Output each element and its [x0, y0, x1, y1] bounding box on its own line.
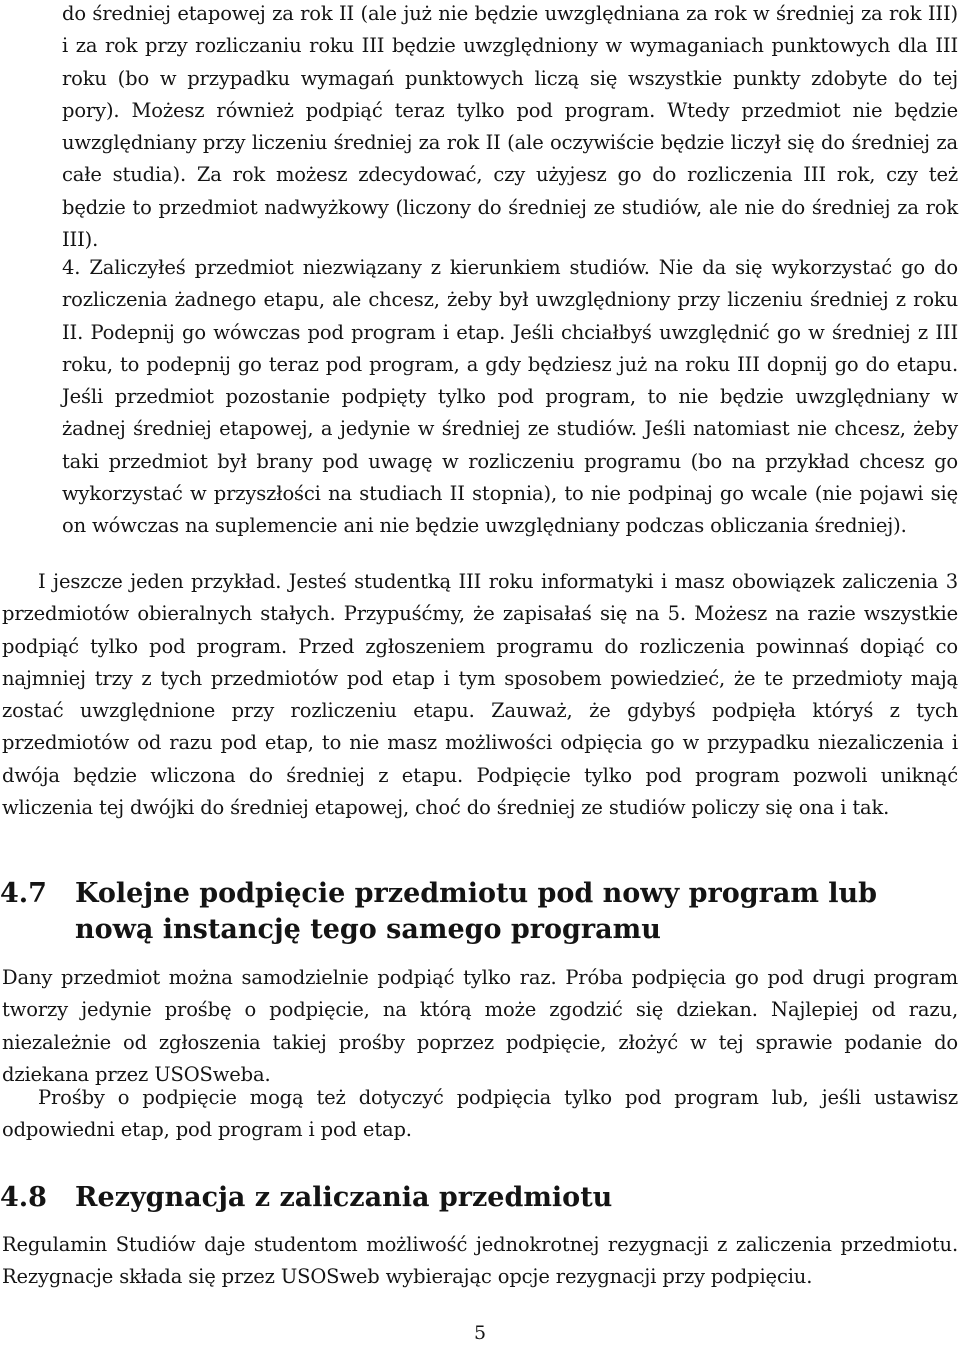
section-4-7-paragraph-1: Dany przedmiot można samodzielnie podpiąć tylko raz. Próba podpięcia go pod drugi program tworzy jedynie prośbę o podpięcie, na którą może zgodzić się dziekan. Najlepiej od razu, niezależnie od zgłoszenia takiej prośby poprzez podpięcie, złożyć w tej sprawie podanie do dziekana przez USOSweba.: [2, 966, 958, 1086]
list-item-4: 4. Zaliczyłeś przedmiot niezwiązany z kierunkiem studiów. Nie da się wykorzystać go do rozliczenia żadnego etapu, ale chcesz, żeby był uwzględniony przy liczeniu średniej z roku II. Podepnij go wówczas pod program i etap. Jeśli chciałbyś uwzględnić go w średniej z III roku, to podepnij go teraz pod program, a gdy będziesz już na roku III dopnij go do etapu. Jeśli przedmiot pozostanie podpięty tylko pod program, to nie będzie uwzględniany w żadnej średniej etapowej, a jedynie w średniej ze studiów. Jeśli natomiast nie chcesz, żeby taki przedmiot był brany pod uwagę w rozliczeniu programu (bo na przykład chcesz go wykorzystać w przyszłości na studiach II stopnia), to nie podpinaj go wcale (nie pojawi się on wówczas na suplemencie ani nie będzie uwzględniany podczas obliczania średniej).: [62, 256, 958, 538]
example-paragraph: I jeszcze jeden przykład. Jesteś studentką III roku informatyki i masz obowiązek zaliczenia 3 przedmiotów obieralnych stałych. Przypuśćmy, że zapisałaś się na 5. Możesz na razie wszystkie podpiąć tylko pod program. Przed zgłoszeniem programu do rozliczenia powinnaś dopiąć co najmniej trzy z tych przedmiotów pod etap i tym sposobem powiedzieć, że te przedmioty mają zostać uwzględnione przy rozliczeniu etapu. Zauważ, że gdybyś podpięła któryś z tych przedmiotów od razu pod etap, to nie masz możliwości odpięcia go w przypadku niezaliczenia i dwója będzie wliczona do średniej z etapu. Podpięcie tylko pod program pozwoli uniknąć wliczenia tej dwójki do średniej etapowej, choć do średniej ze studiów policzy się ona i tak.: [2, 570, 958, 820]
section-number: 4.7: [0, 878, 47, 909]
section-title: Rezygnacja z zaliczania przedmiotu: [75, 1182, 613, 1213]
page-number: 5: [473, 1322, 487, 1344]
continuation-paragraph: do średniej etapowej za rok II (ale już nie będzie uwzględniana za rok w średniej za rok III) i za rok przy rozliczaniu roku III będzie uwzględniony w wymaganiach punktowych dla III roku (bo w przypadku wymagań punktowych liczą się wszystkie punkty zdobyte do tej pory). Możesz również podpiąć teraz tylko pod program. Wtedy przedmiot nie będzie uwzględniany przy liczeniu średniej za rok II (ale oczywiście będzie liczył się do średniej za całe studia). Za rok możesz zdecydować, czy użyjesz go do rozliczenia III rok, czy też będzie to przedmiot nadwyżkowy (liczony do średniej ze studiów, ale nie do średniej za rok III).: [62, 2, 958, 252]
section-4-7-paragraph-2: Prośby o podpięcie mogą też dotyczyć podpięcia tylko pod program lub, jeśli ustawisz odpowiedni etap, pod program i pod etap.: [2, 1086, 958, 1142]
section-title: Kolejne podpięcie przedmiotu pod nowy program lub nową instancję tego samego programu: [75, 878, 878, 945]
section-4-8-heading: [0, 1180, 960, 1216]
section-number: 4.8: [0, 1182, 47, 1213]
section-4-8-paragraph-1: Regulamin Studiów daje studentom możliwość jednokrotnej rezygnacji z zaliczenia przedmiotu. Rezygnacje składa się przez USOSweb wybierając opcje rezygnacji przy podpięciu.: [2, 1233, 958, 1289]
section-4-7-heading: [0, 876, 960, 948]
